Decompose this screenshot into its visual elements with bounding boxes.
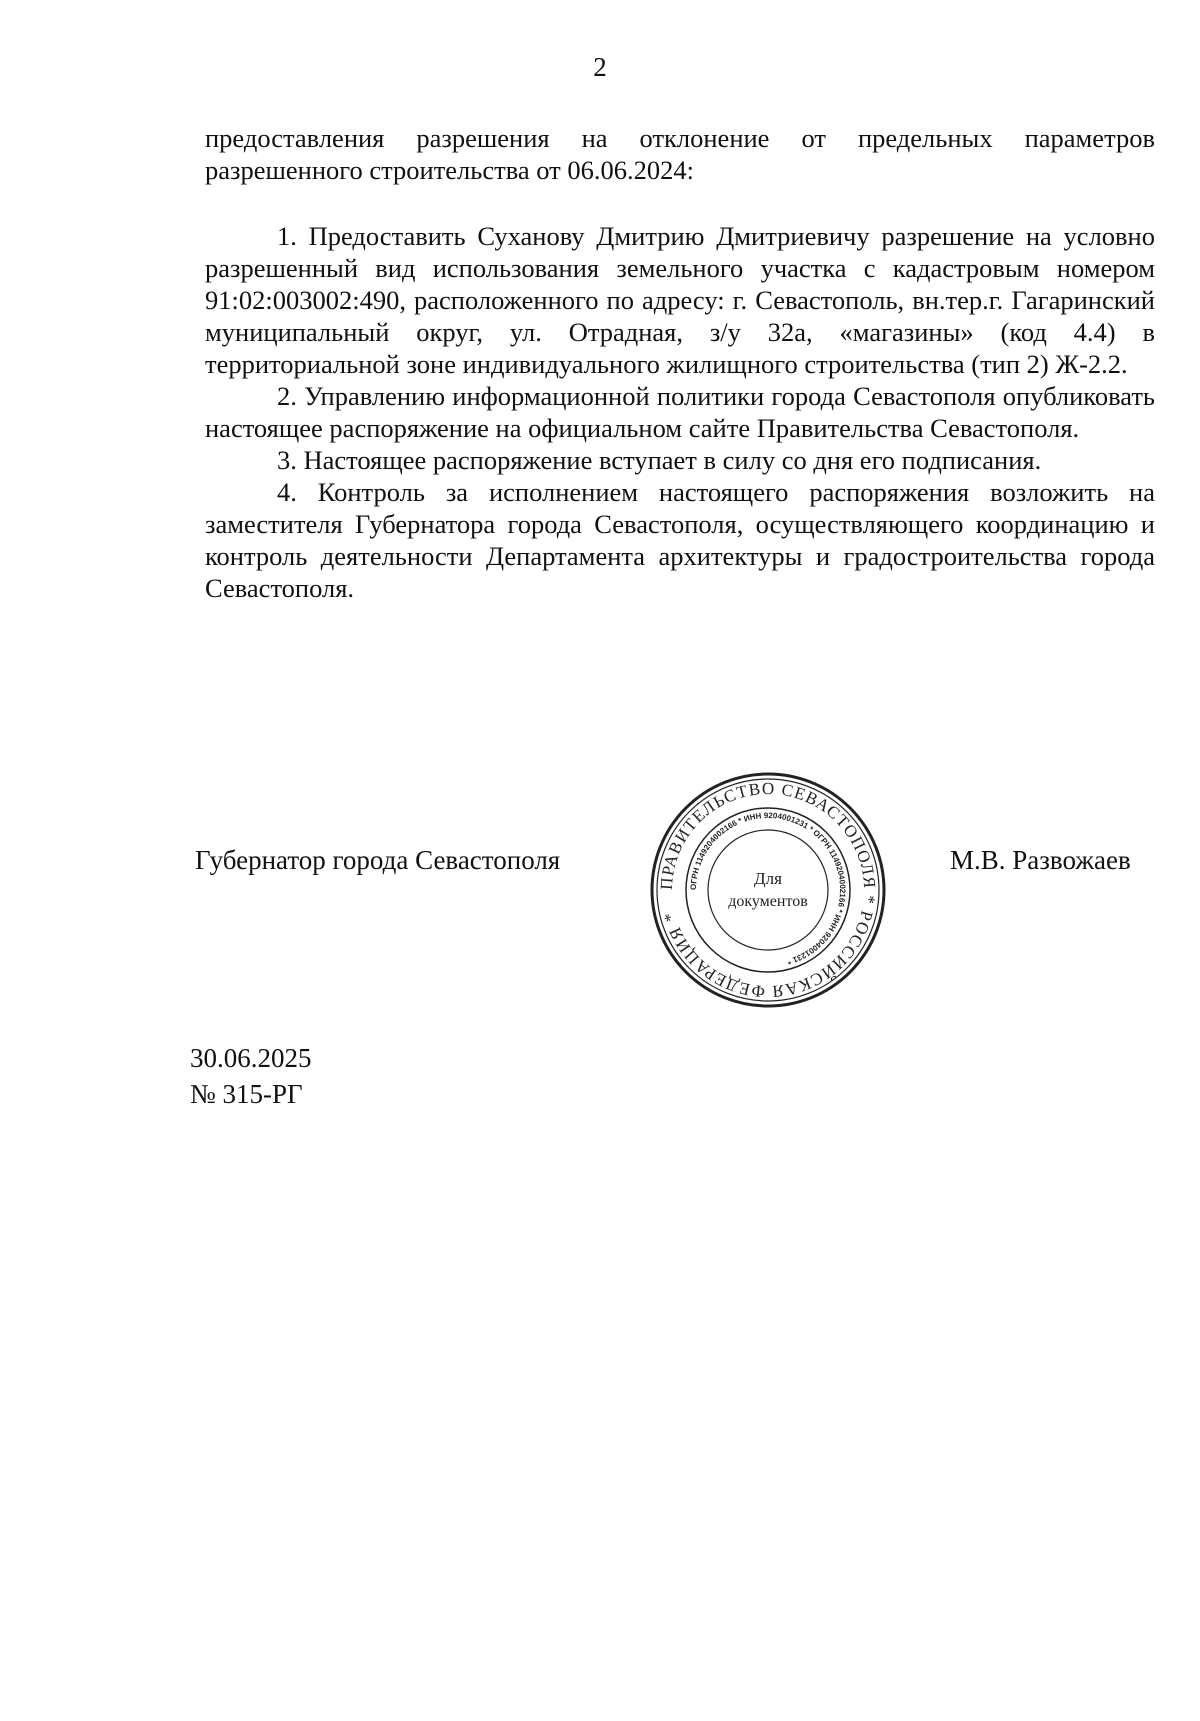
intro-paragraph: предоставления разрешения на отклонение от предельных параметров разрешенного строительства от 06.06.2024:: [205, 123, 1155, 185]
clause-4: 4. Контроль за исполнением настоящего распоряжения возложить на заместителя Губернатора города Севастополя, осуществляющего координацию и контроль деятельности Департамента архитектуры и градостроительства города Севастополя.: [205, 477, 1155, 603]
clauses-list: [205, 220, 1155, 604]
seal-outer-text: ПРАВИТЕЛЬСТВО СЕВАСТОПОЛЯ * РОССИЙСКАЯ ФЕДЕРАЦИЯ *: [656, 778, 880, 1002]
signer-name: М.В. Развожаев: [950, 845, 1131, 875]
official-seal-icon: [648, 770, 888, 1010]
clause-3: 3. Настоящее распоряжение вступает в силу со дня его подписания.: [277, 445, 1042, 475]
signer-title: Губернатор города Севастополя: [195, 845, 561, 875]
seal-center-line2: документов: [728, 893, 808, 910]
seal-center-line1: Для: [754, 869, 782, 888]
clause-2: 2. Управлению информационной политики города Севастополя опубликовать настоящее распоряжение на официальном сайте Правительства Севастополя.: [205, 381, 1155, 443]
page-number: 2: [593, 52, 607, 82]
document-number: № 315-РГ: [190, 1079, 303, 1109]
document-footer: [190, 1040, 312, 1112]
seal-inner-text: ОГРН 1149204002166 * ИНН 9204001231 * ОГРН 1149204002166 * ИНН 9204001231 *: [688, 810, 848, 967]
document-date: 30.06.2025: [190, 1043, 312, 1073]
clause-1: 1. Предоставить Суханову Дмитрию Дмитриевичу разрешение на условно разрешенный вид использования земельного участка с кадастровым номером 91:02:003002:490, расположенного по адресу: г. Севастополь, вн.тер.г. Гагаринский муниципальный округ, ул. Отрадная, з/у 32а, «магазины» (код 4.4) в территориальной зоне индивидуального жилищного строительства (тип 2) Ж-2.2.: [205, 221, 1155, 379]
